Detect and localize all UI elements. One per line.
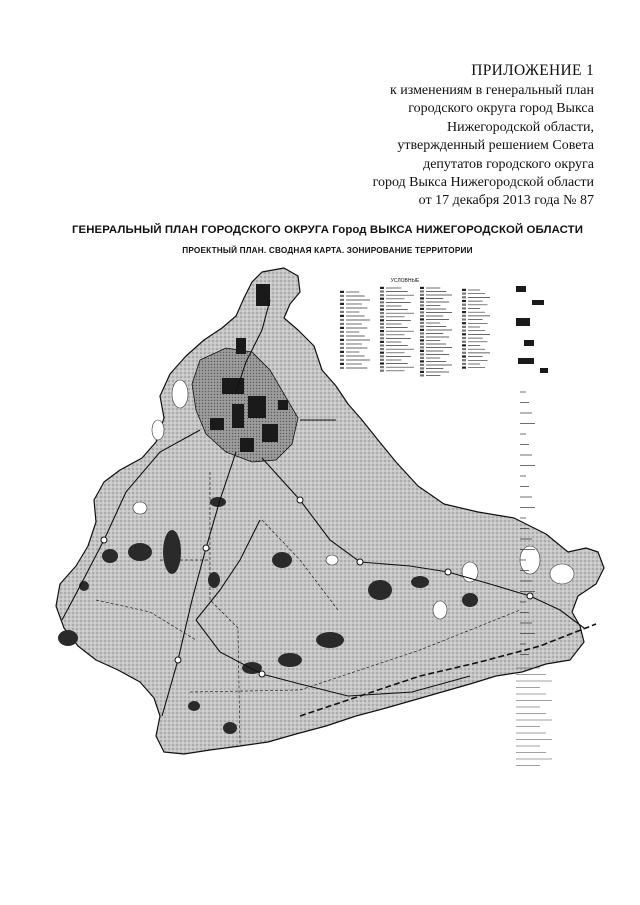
legend-swatch [420,311,424,313]
legend-swatch [340,303,344,305]
legend-swatch [380,326,384,328]
legend-swatch [340,351,344,353]
appendix-line: от 17 декабря 2013 года № 87 [418,193,594,209]
legend-swatch [420,308,424,310]
legend-swatch [462,311,466,313]
legend-swatch [420,301,424,303]
legend-swatch [420,346,424,348]
legend-swatch [340,359,344,361]
legend-swatch [462,344,466,346]
legend-swatch [380,334,384,336]
legend-swatch [380,301,384,303]
legend-swatch [462,330,466,332]
legend-swatch [420,290,424,292]
legend-swatch [420,350,424,352]
legend-swatch [462,326,466,328]
legend-swatch [420,360,424,362]
appendix-line: город Выкса Нижегородской области [372,175,594,191]
legend-swatch [380,341,384,343]
legend-swatch [462,341,466,343]
appendix-block [274,60,594,211]
legend-swatch [462,296,466,298]
legend-swatch [462,322,466,324]
legend-swatch [420,304,424,306]
legend-swatch [420,325,424,327]
legend-swatch [340,339,344,341]
legend-block [516,286,526,292]
legend-swatch [462,318,466,320]
legend-swatch [462,359,466,361]
legend-swatch [380,323,384,325]
legend-swatch [340,311,344,313]
legend-block [524,340,534,346]
legend-swatch [420,287,424,289]
legend-swatch [420,294,424,296]
legend-swatch [380,362,384,364]
legend-swatch [420,315,424,317]
legend-swatch [462,367,466,369]
legend-swatch [420,332,424,334]
legend-swatch [340,355,344,357]
legend-swatch [420,339,424,341]
legend-swatch [380,319,384,321]
legend-swatch [340,363,344,365]
legend-swatch [340,347,344,349]
legend-swatch [380,298,384,300]
legend-swatch [380,344,384,346]
legend-swatch [340,319,344,321]
appendix-heading: ПРИЛОЖЕНИЕ 1 [471,62,594,79]
legend-swatch [420,329,424,331]
zoning-map-svg [0,258,640,818]
legend-swatch [420,374,424,376]
legend-swatch [420,357,424,359]
legend-swatch [420,336,424,338]
map-subtitle: ПРОЕКТНЫЙ ПЛАН. СВОДНАЯ КАРТА. ЗОНИРОВАНИЕ ТЕРРИТОРИИ [182,246,473,255]
legend-swatch [462,363,466,365]
legend-swatch [340,299,344,301]
legend-swatch [340,343,344,345]
legend-swatch [462,289,466,291]
legend-swatch [420,364,424,366]
appendix-line: депутатов городского округа [423,156,594,172]
legend-swatch [420,367,424,369]
legend-swatch [462,307,466,309]
legend-swatch [420,371,424,373]
legend-swatch [462,293,466,295]
legend-swatch [462,348,466,350]
legend-swatch [380,308,384,310]
legend-swatch [462,337,466,339]
legend-swatch [420,318,424,320]
legend-swatch [380,305,384,307]
legend-swatch [340,367,344,369]
appendix-line: к изменениям в генеральный план [389,83,594,98]
legend-swatch [340,315,344,317]
legend-swatch [340,323,344,325]
legend-swatch [380,366,384,368]
legend-swatch [340,307,344,309]
legend-swatch [340,327,344,329]
legend-swatch [462,300,466,302]
legend-swatch [340,291,344,293]
legend-swatch [420,353,424,355]
legend-title: УСЛОВНЫЕ [390,278,420,284]
legend-swatch [462,304,466,306]
legend-swatch [340,335,344,337]
zoning-map [0,258,640,818]
legend-swatch [380,352,384,354]
legend-swatch [462,315,466,317]
appendix-line: городского округа город Выкса [408,101,594,117]
legend-swatch [380,312,384,314]
appendix-line: утвержденный решением Совета [397,138,594,154]
legend-swatch [380,290,384,292]
appendix-line: Нижегородской области, [446,119,594,135]
legend-swatch [462,355,466,357]
legend-block [540,368,548,373]
legend-swatch [380,316,384,318]
legend-swatch [380,337,384,339]
legend-block [518,358,534,364]
legend-swatch [380,370,384,372]
legend-block [532,300,544,305]
legend-swatch [380,355,384,357]
legend-swatch [420,343,424,345]
legend-swatch [380,359,384,361]
legend-swatch [380,330,384,332]
legend-swatch [420,322,424,324]
legend-block [516,318,530,326]
map-title: ГЕНЕРАЛЬНЫЙ ПЛАН ГОРОДСКОГО ОКРУГА Город ВЫКСА НИЖЕГОРОДСКОЙ ОБЛАСТИ [71,224,584,236]
legend-swatch [380,294,384,296]
legend-swatch [380,287,384,289]
legend-swatch [420,297,424,299]
legend-swatch [462,352,466,354]
legend-swatch [340,331,344,333]
legend-swatch [340,295,344,297]
legend-swatch [462,333,466,335]
legend-swatch [380,348,384,350]
